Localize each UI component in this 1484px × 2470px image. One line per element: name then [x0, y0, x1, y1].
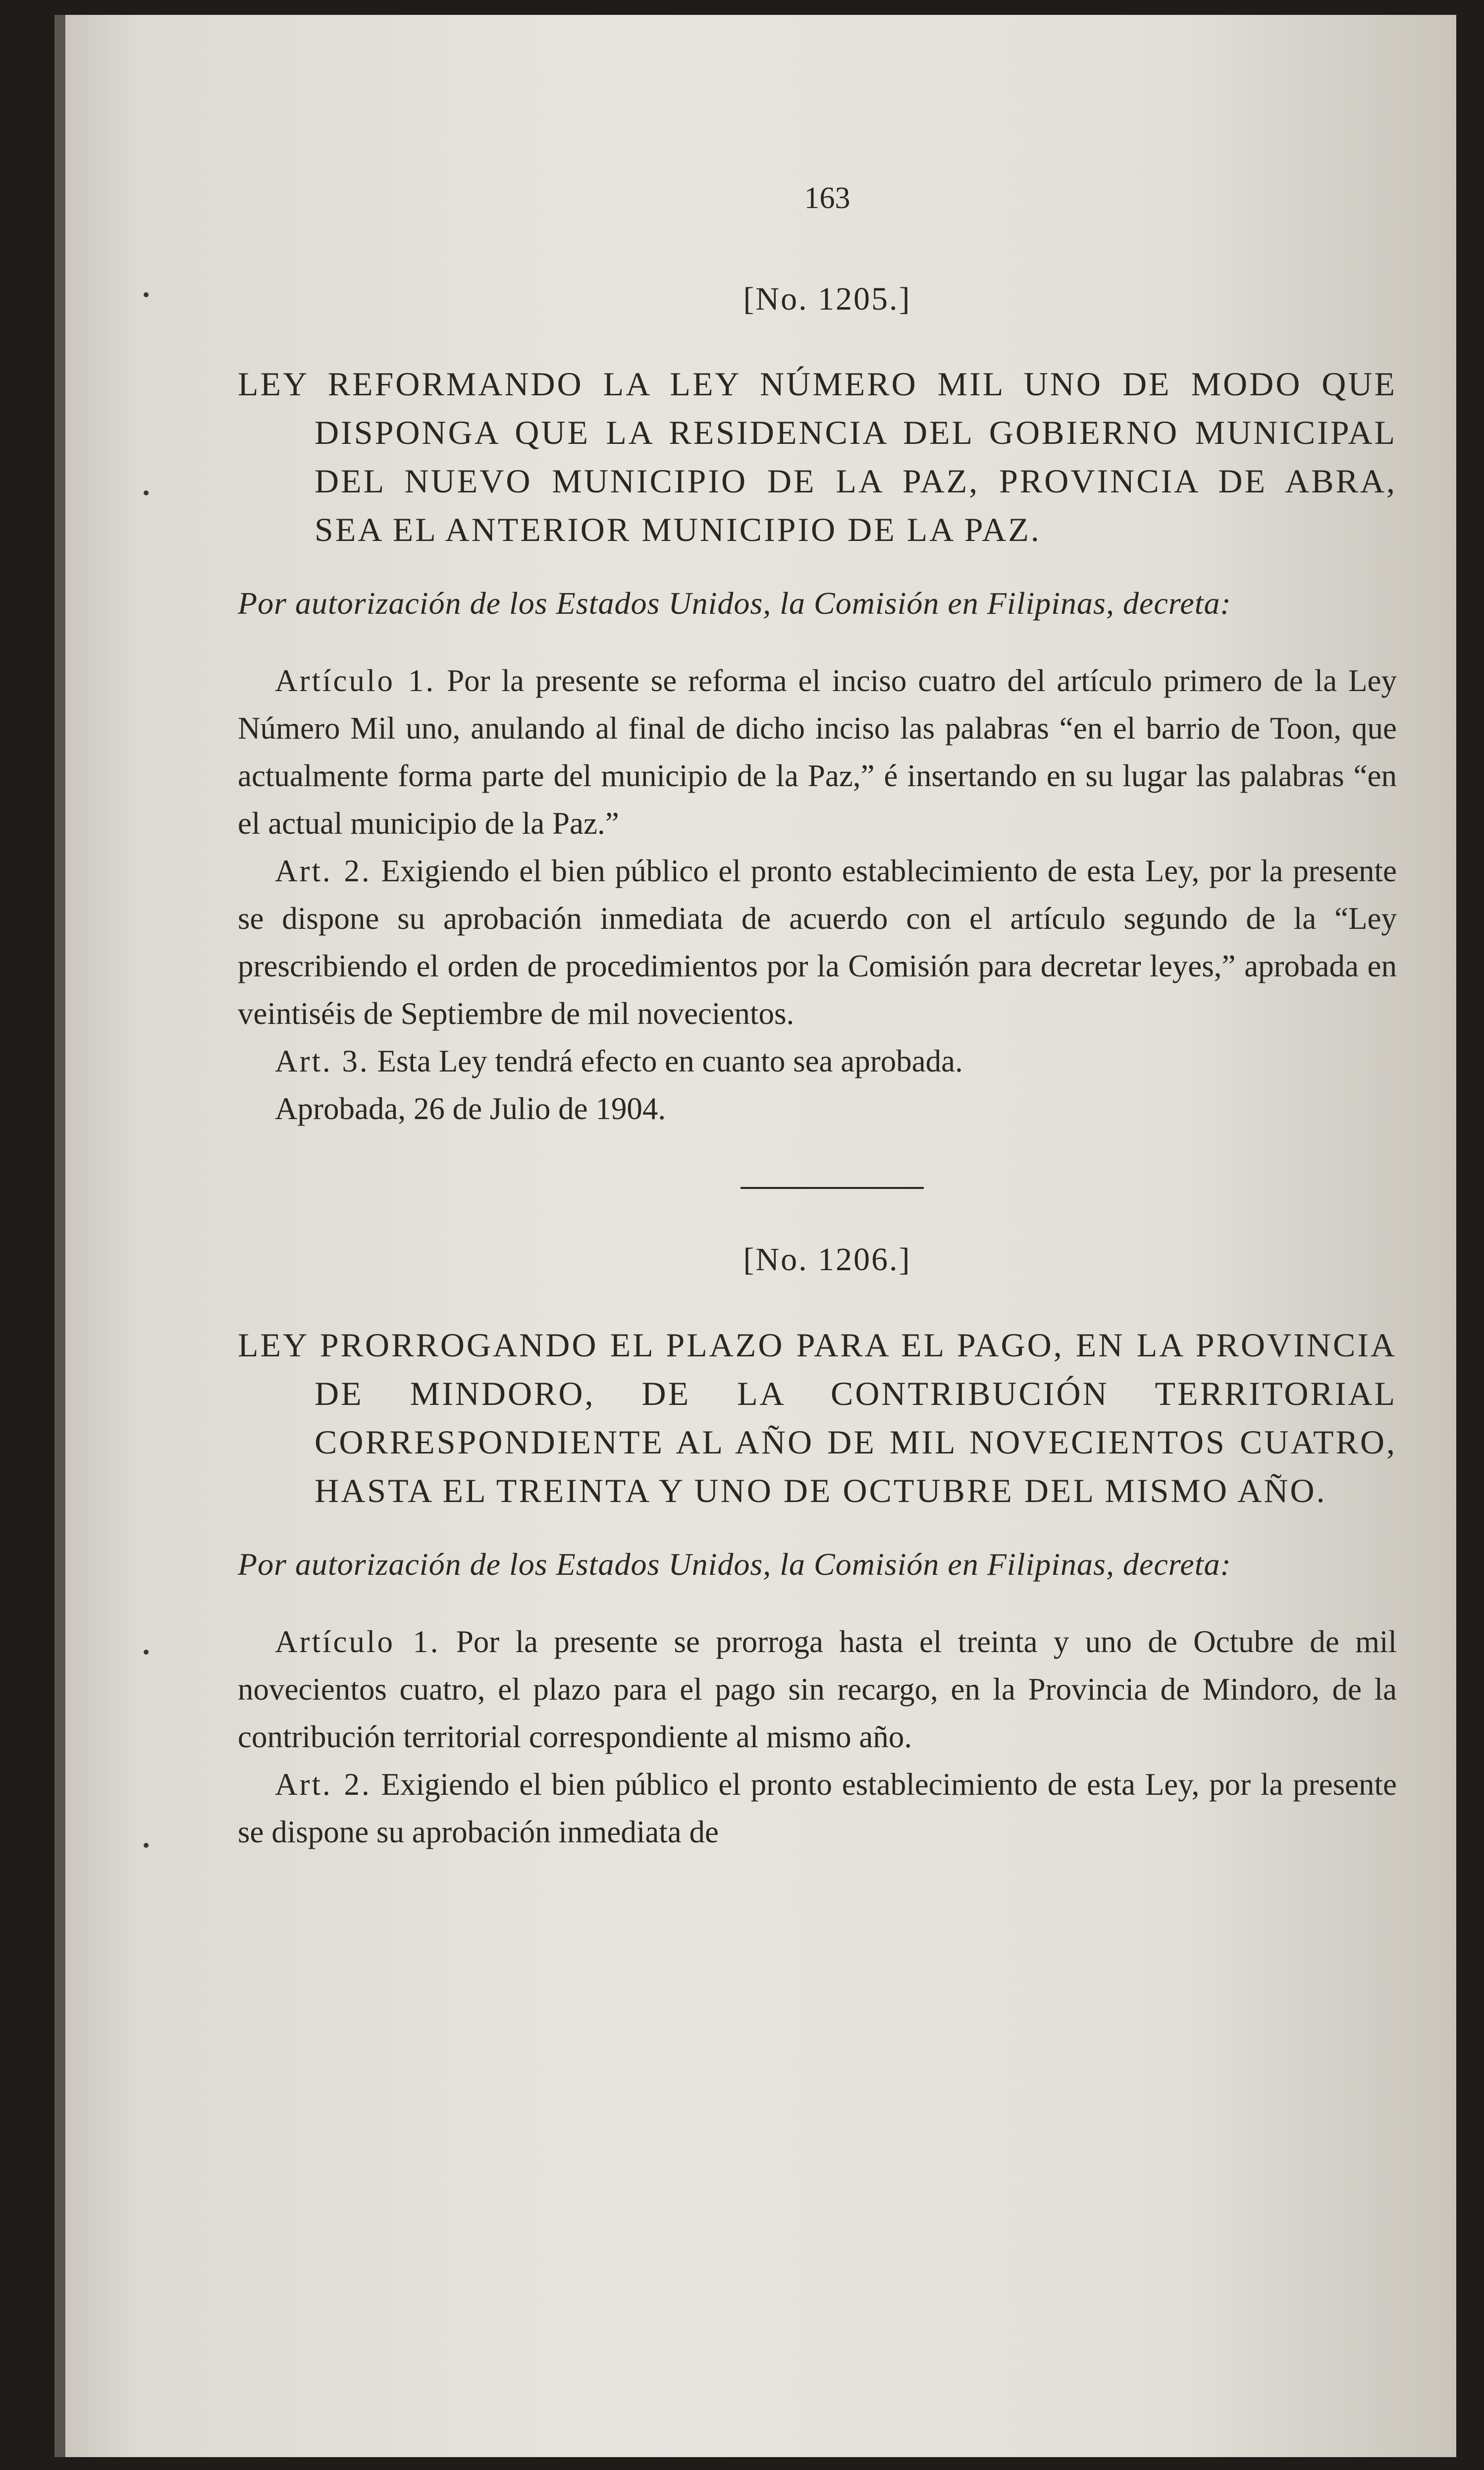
- article-paragraph: [238, 657, 1397, 847]
- law-number: [No. 1205.]: [743, 280, 911, 317]
- law-preamble: Por autorización de los Estados Unidos, la Comisión en Filipinas, decreta:: [238, 586, 1231, 621]
- article-paragraph: [238, 1761, 1397, 1856]
- article-text: Exigiendo el bien público el pronto establecimiento de esta Ley, por la presente se dispone su aprobación inmediata de acuerdo con el artículo segundo de la “Ley prescribiendo el orden de procedimientos por la Comisión para decretar leyes,” aprobada en veintiséis de Septiembre de mil novecientos.: [238, 854, 1397, 1031]
- law-title: LEY REFORMANDO LA LEY NÚMERO MIL UNO DE MODO QUE DISPONGA QUE LA RESIDENCIA DEL GOBIERNO MUNICIPAL DEL NUEVO MUNICIPIO DE LA PAZ, PROVINCIA DE ABRA, SEA EL ANTERIOR MUNICIPIO DE LA PAZ.: [238, 365, 1397, 549]
- article-label: Art. 3.: [275, 1044, 370, 1079]
- law-preamble: Por autorización de los Estados Unidos, la Comisión en Filipinas, decreta:: [238, 1547, 1231, 1582]
- page-content: [238, 178, 1397, 1856]
- article-text: Por la presente se prorroga hasta el treinta y uno de Octubre de mil novecientos cuatro, el plazo para el pago sin recargo, en la Provincia de Mindoro, de la contribución territorial correspondiente al mismo año.: [238, 1624, 1397, 1755]
- margin-dot: [144, 292, 149, 297]
- article-text: Exigiendo el bien público el pronto establecimiento de esta Ley, por la presente se dispone su aprobación inmediata de: [238, 1767, 1397, 1850]
- article-paragraph: [238, 1037, 1397, 1085]
- margin-dot: [144, 490, 149, 495]
- article-paragraph: [238, 847, 1397, 1037]
- section-divider: [741, 1187, 924, 1189]
- article-text: Esta Ley tendrá efecto en cuanto sea aprobada.: [377, 1044, 963, 1079]
- law-number: [No. 1206.]: [743, 1241, 911, 1278]
- approval-date: Aprobada, 26 de Julio de 1904.: [275, 1091, 666, 1127]
- margin-dot: [144, 1650, 149, 1655]
- article-label: Artículo 1.: [275, 1624, 440, 1660]
- article-label: Art. 2.: [275, 854, 371, 889]
- page-number: 163: [804, 181, 850, 215]
- article-paragraph: [238, 1618, 1397, 1761]
- page-spine-shadow: [54, 15, 65, 2457]
- article-label: Artículo 1.: [275, 663, 436, 698]
- article-label: Art. 2.: [275, 1767, 371, 1802]
- article-text: Por la presente se reforma el inciso cuatro del artículo primero de la Ley Número Mil uno, anulando al final de dicho inciso las palabras “en el barrio de Toon, que actualmente forma parte del municipio de la Paz,” é insertando en su lugar las palabras “en el actual municipio de la Paz.”: [238, 663, 1397, 841]
- margin-dot: [144, 1843, 149, 1848]
- book-page: [54, 15, 1456, 2457]
- law-title: LEY PRORROGANDO EL PLAZO PARA EL PAGO, EN LA PROVINCIA DE MINDORO, DE LA CONTRIBUCIÓN TERRITORIAL CORRESPONDIENTE AL AÑO DE MIL NOVECIENTOS CUATRO, HASTA EL TREINTA Y UNO DE OCTUBRE DEL MISMO AÑO.: [238, 1326, 1397, 1510]
